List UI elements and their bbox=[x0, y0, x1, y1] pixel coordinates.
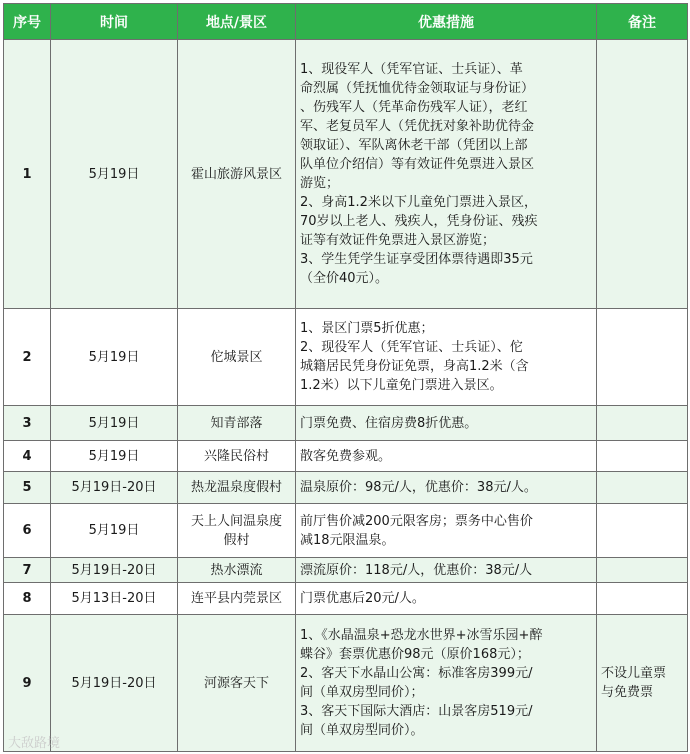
cell-time: 5月19日-20日 bbox=[51, 558, 178, 583]
cell-place bbox=[178, 583, 296, 615]
cell-offer bbox=[296, 615, 597, 752]
cell-line: 游览； bbox=[300, 176, 340, 191]
cell-time: 5月19日-20日 bbox=[51, 472, 178, 504]
cell-line: 天上人间温泉度 bbox=[190, 513, 282, 529]
cell-line: 河源客天下 bbox=[203, 675, 269, 691]
cell-index: 5 bbox=[4, 472, 51, 504]
cell-note bbox=[597, 472, 688, 504]
header-place: 地点/景区 bbox=[178, 4, 296, 40]
cell-note bbox=[597, 558, 688, 583]
header-index: 序号 bbox=[4, 4, 51, 40]
cell-note bbox=[597, 615, 688, 752]
header-offer: 优惠措施 bbox=[296, 4, 597, 40]
cell-time: 5月19日 bbox=[51, 504, 178, 558]
cell-line: 漂流原价：118元/人，优惠价：38元/人 bbox=[300, 562, 533, 578]
cell-line: 温泉原价：98元/人，优惠价：38元/人。 bbox=[300, 480, 537, 495]
cell-offer bbox=[296, 441, 597, 472]
cell-note bbox=[597, 309, 688, 406]
cell-line: 3、学生凭学生证享受团体票待遇即35元 bbox=[300, 252, 533, 267]
cell-time: 5月19日 bbox=[51, 406, 178, 441]
cell-line: 连平县内莞景区 bbox=[190, 591, 282, 606]
cell-line: 70岁以上老人、残疾人，凭身份证、残疾 bbox=[300, 214, 538, 229]
cell-note bbox=[597, 583, 688, 615]
table-row bbox=[4, 558, 688, 583]
cell-line: 兴隆民俗村 bbox=[203, 448, 269, 464]
cell-place bbox=[178, 615, 296, 752]
cell-place bbox=[178, 40, 296, 309]
cell-place bbox=[178, 472, 296, 504]
cell-line: 队单位介绍信）等有效证件免票进入景区 bbox=[300, 157, 535, 172]
table-row bbox=[4, 406, 688, 441]
cell-index: 1 bbox=[4, 40, 51, 309]
table-row bbox=[4, 309, 688, 406]
cell-line: 佗城景区 bbox=[210, 349, 263, 365]
cell-line: 蝶谷》套票优惠价98元（原价168元）； bbox=[300, 647, 530, 662]
cell-index: 8 bbox=[4, 583, 51, 615]
cell-line: 知青部落 bbox=[210, 415, 263, 431]
cell-offer bbox=[296, 309, 597, 406]
cell-line: 前厅售价减200元限客房；票务中心售价 bbox=[300, 513, 533, 529]
table-row bbox=[4, 504, 688, 558]
cell-line: 2、身高1.2米以下儿童免门票进入景区， bbox=[300, 195, 537, 210]
cell-line: 散客免费参观。 bbox=[300, 448, 392, 464]
cell-time: 5月19日 bbox=[51, 40, 178, 309]
cell-time: 5月19日 bbox=[51, 441, 178, 472]
cell-line: 军、老复员军人（凭优抚对象补助优待金 bbox=[300, 119, 535, 134]
cell-line: 门票优惠后20元/人。 bbox=[300, 591, 425, 606]
cell-time: 5月19日 bbox=[51, 309, 178, 406]
cell-index: 3 bbox=[4, 406, 51, 441]
cell-offer bbox=[296, 558, 597, 583]
cell-line: 不设儿童票 bbox=[601, 666, 667, 681]
cell-place bbox=[178, 558, 296, 583]
cell-line: 减18元限温泉。 bbox=[300, 532, 395, 548]
cell-line: 城籍居民凭身份证免票，身高1.2米（含 bbox=[300, 359, 529, 374]
cell-line: 假村 bbox=[223, 532, 250, 548]
cell-note bbox=[597, 40, 688, 309]
cell-line: 、伤残军人（凭革命伤残军人证），老红 bbox=[300, 100, 528, 115]
table-row bbox=[4, 40, 688, 309]
cell-line: 1.2米）以下儿童免门票进入景区。 bbox=[300, 378, 503, 393]
cell-note bbox=[597, 406, 688, 441]
cell-line: 霍山旅游风景区 bbox=[190, 166, 282, 182]
cell-place bbox=[178, 504, 296, 558]
cell-index: 6 bbox=[4, 504, 51, 558]
cell-line: 证等有效证件免票进入景区游览； bbox=[300, 233, 496, 248]
cell-line: （全价40元）。 bbox=[300, 271, 389, 286]
cell-index: 4 bbox=[4, 441, 51, 472]
cell-offer bbox=[296, 472, 597, 504]
cell-place bbox=[178, 406, 296, 441]
cell-line: 1、《水晶温泉+恐龙水世界+冰雪乐园+醉 bbox=[300, 628, 543, 643]
cell-index: 9 bbox=[4, 615, 51, 752]
header-row bbox=[4, 4, 688, 40]
cell-line: 领取证）、军队离休老干部（凭团以上部 bbox=[300, 138, 528, 153]
cell-line: 门票免费、住宿房费8折优惠。 bbox=[300, 415, 478, 431]
discount-table bbox=[3, 3, 688, 752]
cell-line: 热水漂流 bbox=[210, 562, 263, 578]
cell-offer bbox=[296, 406, 597, 441]
table-row bbox=[4, 615, 688, 752]
table-row bbox=[4, 583, 688, 615]
cell-place bbox=[178, 309, 296, 406]
table-body bbox=[4, 40, 688, 752]
cell-note bbox=[597, 504, 688, 558]
cell-line: 命烈属（凭抚恤优待金领取证与身份证） bbox=[300, 81, 535, 96]
cell-time: 5月13日-20日 bbox=[51, 583, 178, 615]
cell-line: 间（单双房型同价）。 bbox=[300, 723, 424, 738]
cell-index: 2 bbox=[4, 309, 51, 406]
cell-line: 1、景区门票5折优惠； bbox=[300, 321, 434, 336]
cell-index: 7 bbox=[4, 558, 51, 583]
cell-line: 2、现役军人（凭军官证、士兵证）、佗 bbox=[300, 340, 523, 355]
cell-line: 1、现役军人（凭军官证、士兵证）、革 bbox=[300, 62, 523, 77]
table-row bbox=[4, 441, 688, 472]
cell-place bbox=[178, 441, 296, 472]
cell-time: 5月19日-20日 bbox=[51, 615, 178, 752]
header-note: 备注 bbox=[597, 4, 688, 40]
cell-note bbox=[597, 441, 688, 472]
cell-line: 热龙温泉度假村 bbox=[190, 480, 282, 495]
cell-line: 间（单双房型同价）； bbox=[300, 685, 424, 700]
table-row bbox=[4, 472, 688, 504]
header-time: 时间 bbox=[51, 4, 178, 40]
cell-line: 2、客天下水晶山公寓：标准客房399元/ bbox=[300, 666, 533, 681]
cell-offer bbox=[296, 40, 597, 309]
cell-line: 3、客天下国际大酒店：山景客房519元/ bbox=[300, 704, 533, 719]
cell-offer bbox=[296, 504, 597, 558]
watermark: 大敌路境 bbox=[8, 736, 61, 751]
cell-line: 与免费票 bbox=[601, 685, 654, 700]
cell-offer bbox=[296, 583, 597, 615]
